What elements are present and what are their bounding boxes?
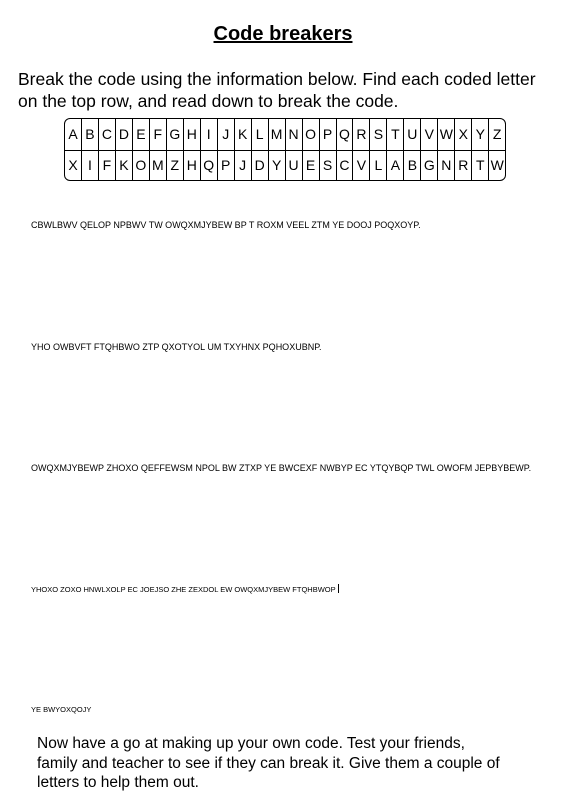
coded-cell-8: Q xyxy=(201,150,218,181)
plain-cell-15: P xyxy=(320,119,337,150)
plain-cell-14: O xyxy=(303,119,320,150)
coded-cell-11: D xyxy=(252,150,269,181)
coded-cell-6: Z xyxy=(167,150,184,181)
coded-cell-16: C xyxy=(337,150,354,181)
plain-cell-11: L xyxy=(252,119,269,150)
plain-cell-17: R xyxy=(353,119,370,150)
cipher-coded-row xyxy=(65,150,505,181)
coded-cell-7: H xyxy=(184,150,201,181)
plain-cell-2: C xyxy=(99,119,116,150)
coded-cell-1: I xyxy=(82,150,99,181)
coded-cell-12: Y xyxy=(269,150,286,181)
plain-cell-12: M xyxy=(269,119,286,150)
coded-cell-19: A xyxy=(387,150,404,181)
coded-cell-15: S xyxy=(320,150,337,181)
plain-cell-10: K xyxy=(235,119,252,150)
coded-cell-14: E xyxy=(303,150,320,181)
plain-cell-3: D xyxy=(116,119,133,150)
plain-cell-9: J xyxy=(218,119,235,150)
plain-cell-22: W xyxy=(438,119,455,150)
coded-cell-13: U xyxy=(286,150,303,181)
coded-cell-3: K xyxy=(116,150,133,181)
coded-cell-20: B xyxy=(404,150,421,181)
plain-cell-19: T xyxy=(387,119,404,150)
coded-message-2: YHO OWBVFT FTQHBWO ZTP QXOTYOL UM TXYHNX PQHOXUBNP. xyxy=(31,342,322,352)
plain-cell-18: S xyxy=(370,119,387,150)
coded-cell-10: J xyxy=(235,150,252,181)
plain-cell-6: G xyxy=(167,119,184,150)
coded-cell-24: T xyxy=(472,150,489,181)
coded-cell-25: W xyxy=(490,157,504,173)
plain-cell-23: X xyxy=(455,119,472,150)
coded-cell-18: L xyxy=(370,150,387,181)
plain-cell-20: U xyxy=(404,119,421,150)
plain-cell-5: F xyxy=(150,119,167,150)
coded-cell-9: P xyxy=(218,150,235,181)
plain-cell-24: Y xyxy=(472,119,489,150)
text-cursor xyxy=(338,584,339,593)
coded-message-4[interactable] xyxy=(31,584,339,595)
cipher-plain-row xyxy=(65,119,505,151)
plain-cell-4: E xyxy=(133,119,150,150)
plain-cell-7: H xyxy=(184,119,201,150)
plain-cell-25: Z xyxy=(492,126,502,142)
plain-cell-16: Q xyxy=(337,119,354,150)
plain-cell-21: V xyxy=(421,119,438,150)
coded-cell-22: N xyxy=(438,150,455,181)
plain-cell-1: B xyxy=(82,119,99,150)
coded-cell-17: V xyxy=(353,150,370,181)
coded-cell-21: G xyxy=(421,150,438,181)
plain-cell-8: I xyxy=(201,119,218,150)
coded-cell-23: R xyxy=(455,150,472,181)
cipher-table xyxy=(64,118,506,181)
coded-message-4-text: YHOXO ZOXO HNWLXOLP EC JOEJSO ZHE ZEXDOL EW OWQXMJYBEW FTQHBWOP xyxy=(31,585,336,594)
coded-cell-0: X xyxy=(65,150,82,181)
coded-message-5: YE BWYOXQOJY xyxy=(31,705,92,714)
coded-cell-4: O xyxy=(133,150,150,181)
coded-message-1: CBWLBWV QELOP NPBWV TW OWQXMJYBEW BP T ROXM VEEL ZTM YE DOOJ POQXOYP. xyxy=(31,220,421,230)
plain-cell-13: N xyxy=(286,119,303,150)
instructions-text: Break the code using the information below. Find each coded letter on the top row, and read down to break the code. xyxy=(18,69,536,111)
coded-cell-5: M xyxy=(150,150,167,181)
coded-message-3: OWQXMJYBEWP ZHOXO QEFFEWSM NPOL BW ZTXP YE BWCEXF NWBYP EC YTQYBQP TWL OWOFM JEPBYBEWP. xyxy=(31,463,532,473)
plain-cell-0: A xyxy=(65,119,82,150)
page-title: Code breakers xyxy=(213,23,353,45)
coded-cell-2: F xyxy=(99,150,116,181)
closing-instructions: Now have a go at making up your own code. Test your friends, family and teacher to see if they can break it. Give them a couple of letters to help them out. xyxy=(37,735,500,791)
